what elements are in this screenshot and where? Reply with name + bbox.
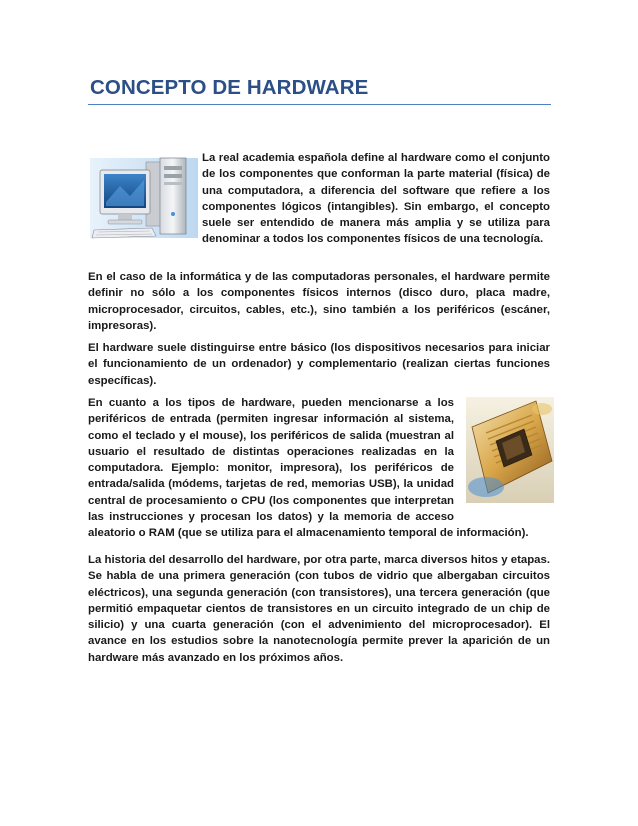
paragraph-4-text: En cuanto a los tipos de hardware, pueden mencionarse a los periféricos de entrada (permiten ingresar información al sistema, como el teclado y el mouse), los periféricos de salida (muestran al usuario el resultado de distintas operaciones realizadas en la computadora. Ejemplo: monitor, impresora), los periféricos de entrada/salida (módems, tarjetas de red, memorias USB), la unidad central de procesamiento o CPU (los componentes que interpretan las instrucciones y procesan los datos) y la memoria de acceso aleatorio o RAM (que se utiliza para el almacenamiento temporal de información).	[88, 397, 529, 540]
paragraph-1	[88, 150, 550, 248]
image-spacer-left	[88, 150, 202, 246]
paragraph-1-text: La real academia española define al hardware como el conjunto de los componentes que conforman la parte material (física) de una computadora, a diferencia del software que refiere a los componentes lógicos (intangibles). Sin embargo, el concepto suele ser entendido de manera más amplia y se utiliza para denominar a todos los componentes físicos de una tecnología.	[202, 152, 550, 246]
paragraph-2: En el caso de la informática y de las computadoras personales, el hardware permite definir no sólo a los componentes físicos internos (disco duro, placa madre, microprocesador, circuitos, cables, etc.), sino también a los periféricos (escáner, impresoras).	[88, 271, 550, 332]
paragraph-4	[88, 395, 550, 542]
paragraph-5: La historia del desarrollo del hardware, por otra parte, marca diversos hitos y etapas. Se habla de una primera generación (con tubos de vidrio que albergaban circuitos eléctricos), una segunda generación (con transistores), una tercera generación (que permitió empaquetar cientos de transistores en un circuito integrado de un chip de silicio) y una cuarta generación (con el advenimiento del microprocesador). El avance en los estudios sobre la nanotecnología permite prever la aparición de un hardware más avanzado en los próximos años.	[88, 554, 550, 664]
document-title: CONCEPTO DE HARDWARE	[90, 76, 369, 99]
paragraph-3: El hardware suele distinguirse entre básico (los dispositivos necesarios para iniciar el funcionamiento de un ordenador) y complementario (realizan ciertas funciones específicas).	[88, 342, 550, 387]
title-underline	[88, 104, 551, 105]
image-spacer-right	[454, 395, 550, 522]
